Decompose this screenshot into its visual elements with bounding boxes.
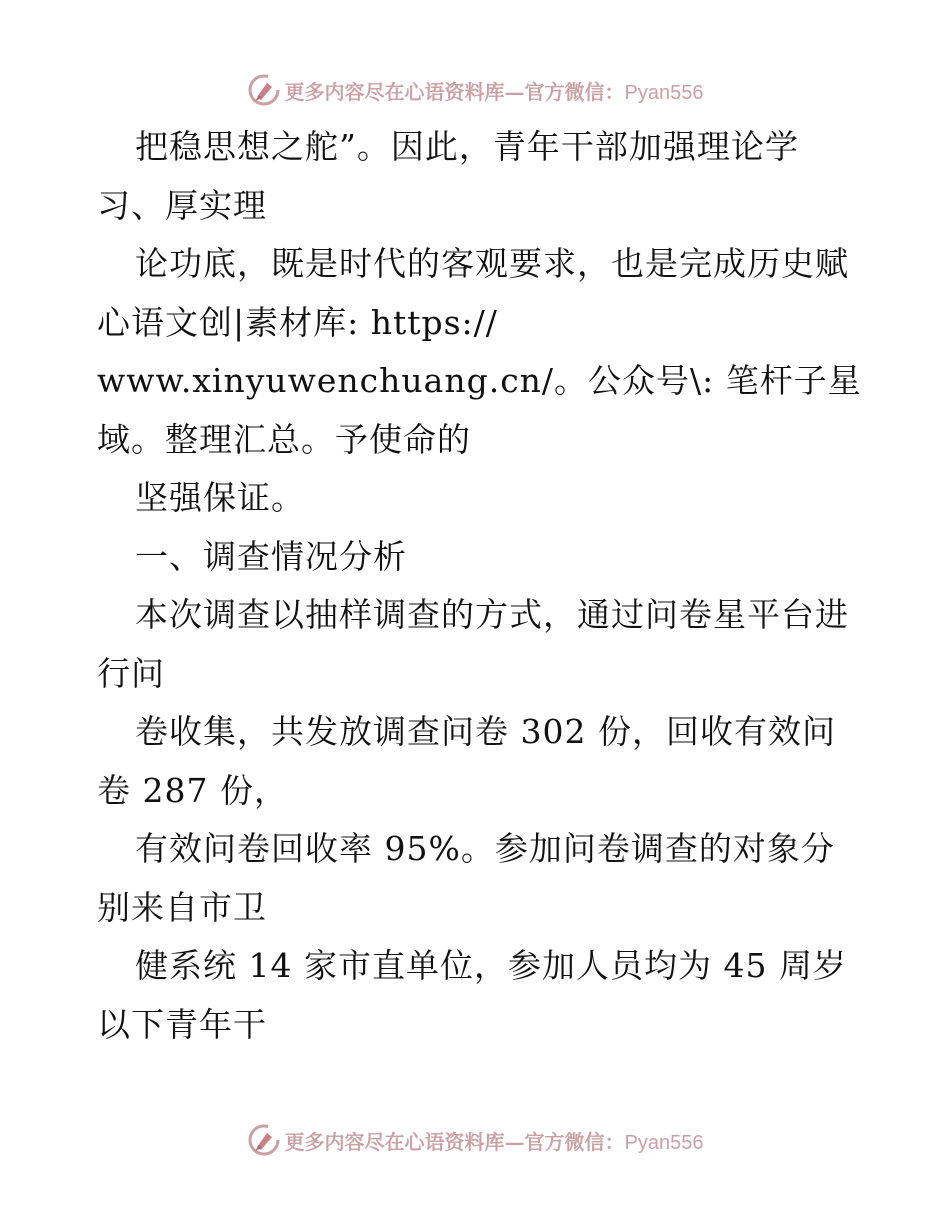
- body-line-9: 本次调查以抽样调查的方式，通过问卷星平台进: [135, 595, 849, 634]
- body-line-15: 健系统 14 家市直单位，参加人员均为 45 周岁: [135, 946, 847, 985]
- body-line-2: 习、厚实理: [97, 185, 267, 225]
- body-line-7: 坚强保证。: [135, 478, 305, 517]
- footer-watermark-text: 更多内容尽在心语资料库—官方微信：Pyan556: [284, 1129, 704, 1154]
- document-body: [97, 118, 877, 1054]
- body-line-11: 卷收集，共发放调查问卷 302 份，回收有效问: [135, 712, 836, 751]
- footer-watermark-banner: [0, 1120, 950, 1160]
- pen-nib-logo-icon: [247, 1123, 281, 1157]
- header-watermark-banner: [0, 70, 950, 110]
- body-line-13: 有效问卷回收率 95%。参加问卷调查的对象分: [135, 829, 835, 868]
- body-line-16: 以下青年干: [97, 1004, 267, 1044]
- body-line-4: 心语文创|素材库: https://: [97, 302, 498, 342]
- body-line-12: 卷 287 份，: [97, 770, 288, 810]
- body-line-5: www.xinyuwenchuang.cn/。公众号\: 笔杆子星: [97, 361, 862, 400]
- header-watermark-text: 更多内容尽在心语资料库—官方微信：Pyan556: [284, 79, 704, 104]
- body-line-6: 域。整理汇总。予使命的: [97, 419, 471, 459]
- body-line-1: 把稳思想之舵”。因此，青年干部加强理论学: [135, 127, 799, 166]
- pen-nib-logo-icon: [247, 73, 281, 107]
- section-heading: 一、调查情况分析: [135, 536, 407, 576]
- body-line-10: 行问: [97, 653, 165, 693]
- body-line-14: 别来自市卫: [97, 887, 267, 927]
- body-line-3: 论功底，既是时代的客观要求，也是完成历史赋: [135, 244, 849, 283]
